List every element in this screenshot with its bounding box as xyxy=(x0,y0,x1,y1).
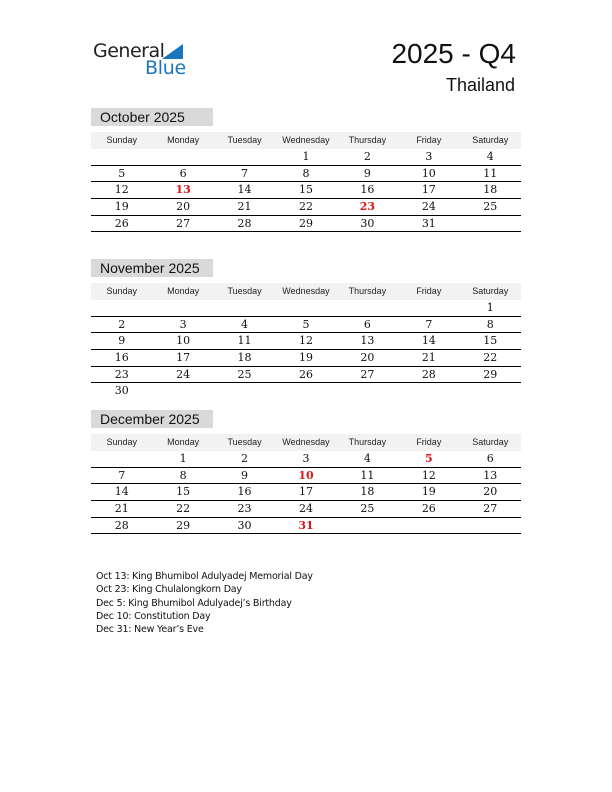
day-cell: 8 xyxy=(302,166,310,180)
day-cell: 3 xyxy=(179,317,187,331)
calendar-grid xyxy=(91,300,521,400)
month-label: December 2025 xyxy=(91,410,213,428)
day-cell: 22 xyxy=(176,502,191,516)
empty-day-cell xyxy=(152,383,213,400)
weekday-label: Monday xyxy=(167,286,200,296)
day-cell: 26 xyxy=(298,367,313,381)
day-cell: 28 xyxy=(114,518,129,532)
day-cell: 13 xyxy=(483,468,498,482)
day-cell: 29 xyxy=(298,216,313,230)
day-cell: 1 xyxy=(179,452,187,465)
day-cell: 17 xyxy=(176,351,191,365)
day-cell: 25 xyxy=(360,502,375,516)
day-cell: 5 xyxy=(118,166,126,180)
day-cell: 4 xyxy=(241,317,249,331)
weekday-label: Tuesday xyxy=(227,437,262,447)
week-row xyxy=(91,383,521,400)
day-cell: 3 xyxy=(425,150,433,163)
week-row xyxy=(91,518,521,535)
weekday-label: Thursday xyxy=(348,437,387,447)
logo-general-text: General xyxy=(93,40,165,62)
day-cell: 27 xyxy=(176,216,191,230)
holiday-note: Dec 5: King Bhumibol Adulyadej’s Birthday xyxy=(96,597,292,609)
week-row xyxy=(91,166,521,183)
day-cell: 1 xyxy=(302,150,310,163)
day-cell: 14 xyxy=(114,485,129,499)
day-cell: 18 xyxy=(237,351,252,365)
day-cell: 2 xyxy=(118,317,126,331)
week-row xyxy=(91,300,521,317)
empty-day-cell xyxy=(460,518,521,534)
week-row xyxy=(91,350,521,367)
day-cell: 9 xyxy=(363,166,371,180)
day-cell: 30 xyxy=(114,384,129,398)
weekday-label: Monday xyxy=(167,135,200,145)
weekday-label: Monday xyxy=(167,437,200,447)
page-title: 2025 - Q4 xyxy=(391,38,516,69)
empty-day-cell xyxy=(398,518,459,534)
day-cell: 30 xyxy=(237,518,252,532)
day-cell: 27 xyxy=(483,502,498,516)
day-cell: 1 xyxy=(486,301,494,314)
day-cell: 20 xyxy=(483,485,498,499)
month-december xyxy=(91,410,521,534)
day-cell: 27 xyxy=(360,367,375,381)
month-label: November 2025 xyxy=(91,259,213,277)
day-cell: 16 xyxy=(360,183,375,197)
day-cell: 22 xyxy=(298,200,313,214)
empty-day-cell xyxy=(337,383,398,400)
day-cell: 9 xyxy=(118,334,126,348)
day-cell: 12 xyxy=(114,183,129,197)
weekday-label: Sunday xyxy=(106,135,137,145)
week-row xyxy=(91,367,521,384)
day-cell: 26 xyxy=(421,502,436,516)
weekday-label: Sunday xyxy=(106,286,137,296)
week-row xyxy=(91,451,521,468)
day-cell: 11 xyxy=(483,166,498,180)
day-cell: 10 xyxy=(421,166,436,180)
empty-day-cell xyxy=(337,518,398,534)
day-cell: 6 xyxy=(486,452,494,465)
day-cell: 2 xyxy=(363,150,371,163)
day-cell: 8 xyxy=(486,317,494,331)
day-cell: 7 xyxy=(118,468,126,482)
weekday-label: Friday xyxy=(416,135,442,145)
day-cell: 23 xyxy=(114,367,129,381)
day-cell: 26 xyxy=(114,216,129,230)
day-cell: 29 xyxy=(176,518,191,532)
day-cell: 29 xyxy=(483,367,498,381)
holiday-note: Dec 10: Constitution Day xyxy=(96,610,211,622)
day-cell: 14 xyxy=(421,334,436,348)
day-cell: 24 xyxy=(421,200,436,214)
holiday-day-cell: 31 xyxy=(298,518,314,532)
day-cell: 6 xyxy=(179,166,187,180)
empty-day-cell xyxy=(460,216,521,232)
week-row xyxy=(91,484,521,501)
empty-day-cell xyxy=(275,383,336,400)
empty-day-cell xyxy=(398,300,459,316)
day-cell: 4 xyxy=(486,150,494,163)
empty-day-cell xyxy=(398,383,459,400)
day-cell: 20 xyxy=(360,351,375,365)
empty-day-cell xyxy=(91,300,152,316)
day-cell: 8 xyxy=(179,468,187,482)
day-cell: 11 xyxy=(360,468,375,482)
day-cell: 28 xyxy=(421,367,436,381)
day-cell: 31 xyxy=(421,216,436,230)
day-cell: 7 xyxy=(425,317,433,331)
empty-day-cell xyxy=(337,300,398,316)
day-cell: 6 xyxy=(363,317,371,331)
empty-day-cell xyxy=(460,383,521,400)
empty-day-cell xyxy=(214,149,275,165)
weekday-label: Friday xyxy=(416,437,442,447)
holiday-day-cell: 10 xyxy=(298,468,314,482)
weekday-label: Thursday xyxy=(348,286,387,296)
week-row xyxy=(91,468,521,485)
day-cell: 15 xyxy=(483,334,498,348)
weekday-label: Wednesday xyxy=(282,135,330,145)
day-cell: 16 xyxy=(237,485,252,499)
weekday-label: Saturday xyxy=(472,437,509,447)
day-cell: 19 xyxy=(298,351,313,365)
day-cell: 5 xyxy=(302,317,310,331)
day-cell: 22 xyxy=(483,351,498,365)
empty-day-cell xyxy=(91,149,152,165)
day-cell: 16 xyxy=(114,351,129,365)
empty-day-cell xyxy=(214,383,275,400)
holiday-note: Oct 23: King Chulalongkorn Day xyxy=(96,584,242,596)
weekday-label: Sunday xyxy=(106,437,137,447)
day-cell: 2 xyxy=(241,452,249,465)
empty-day-cell xyxy=(152,149,213,165)
day-cell: 19 xyxy=(421,485,436,499)
day-cell: 12 xyxy=(421,468,436,482)
weekday-label: Saturday xyxy=(472,286,509,296)
day-cell: 12 xyxy=(298,334,313,348)
week-row xyxy=(91,149,521,166)
holiday-note: Oct 13: King Bhumibol Adulyadej Memorial Day xyxy=(96,571,313,582)
week-row xyxy=(91,501,521,518)
empty-day-cell xyxy=(152,300,213,316)
holiday-day-cell: 5 xyxy=(424,452,433,465)
holiday-notes xyxy=(96,570,313,636)
holiday-day-cell: 23 xyxy=(359,200,376,214)
weekday-label: Thursday xyxy=(348,135,387,145)
week-row xyxy=(91,182,521,199)
logo-blue-text: Blue xyxy=(145,57,186,79)
empty-day-cell xyxy=(214,300,275,316)
day-cell: 10 xyxy=(176,334,191,348)
day-cell: 17 xyxy=(421,183,436,197)
day-cell: 21 xyxy=(237,200,252,214)
day-cell: 19 xyxy=(114,200,129,214)
weekday-label: Wednesday xyxy=(282,437,330,447)
holiday-note: Dec 31: New Year’s Eve xyxy=(96,624,204,636)
empty-day-cell xyxy=(275,300,336,316)
weekday-label: Friday xyxy=(416,286,442,296)
month-october xyxy=(91,108,521,232)
day-cell: 28 xyxy=(237,216,252,230)
day-cell: 21 xyxy=(114,502,129,516)
logo xyxy=(93,40,193,80)
calendar-grid xyxy=(91,149,521,232)
day-cell: 30 xyxy=(360,216,375,230)
day-cell: 9 xyxy=(241,468,249,482)
day-cell: 15 xyxy=(176,485,191,499)
month-label: October 2025 xyxy=(91,108,213,126)
day-cell: 24 xyxy=(298,502,313,516)
weekday-label: Tuesday xyxy=(227,286,262,296)
day-cell: 7 xyxy=(241,166,249,180)
week-row xyxy=(91,216,521,233)
weekday-header xyxy=(91,132,521,149)
weekday-header xyxy=(91,283,521,300)
day-cell: 3 xyxy=(302,452,310,465)
weekday-label: Tuesday xyxy=(227,135,262,145)
holiday-day-cell: 13 xyxy=(175,183,191,197)
week-row xyxy=(91,317,521,334)
week-row xyxy=(91,199,521,216)
day-cell: 18 xyxy=(483,183,498,197)
day-cell: 25 xyxy=(483,200,498,214)
month-november xyxy=(91,259,521,400)
day-cell: 14 xyxy=(237,183,252,197)
calendar-grid xyxy=(91,451,521,534)
day-cell: 11 xyxy=(237,334,252,348)
empty-day-cell xyxy=(91,451,152,467)
weekday-label: Saturday xyxy=(472,135,509,145)
day-cell: 15 xyxy=(298,183,313,197)
day-cell: 25 xyxy=(237,367,252,381)
day-cell: 20 xyxy=(176,200,191,214)
country-name: Thailand xyxy=(445,75,515,95)
day-cell: 24 xyxy=(176,367,191,381)
weekday-header xyxy=(91,434,521,451)
day-cell: 13 xyxy=(360,334,375,348)
day-cell: 23 xyxy=(237,502,252,516)
day-cell: 21 xyxy=(421,351,436,365)
day-cell: 17 xyxy=(298,485,313,499)
week-row xyxy=(91,333,521,350)
day-cell: 18 xyxy=(360,485,375,499)
weekday-label: Wednesday xyxy=(282,286,330,296)
day-cell: 4 xyxy=(363,452,371,465)
